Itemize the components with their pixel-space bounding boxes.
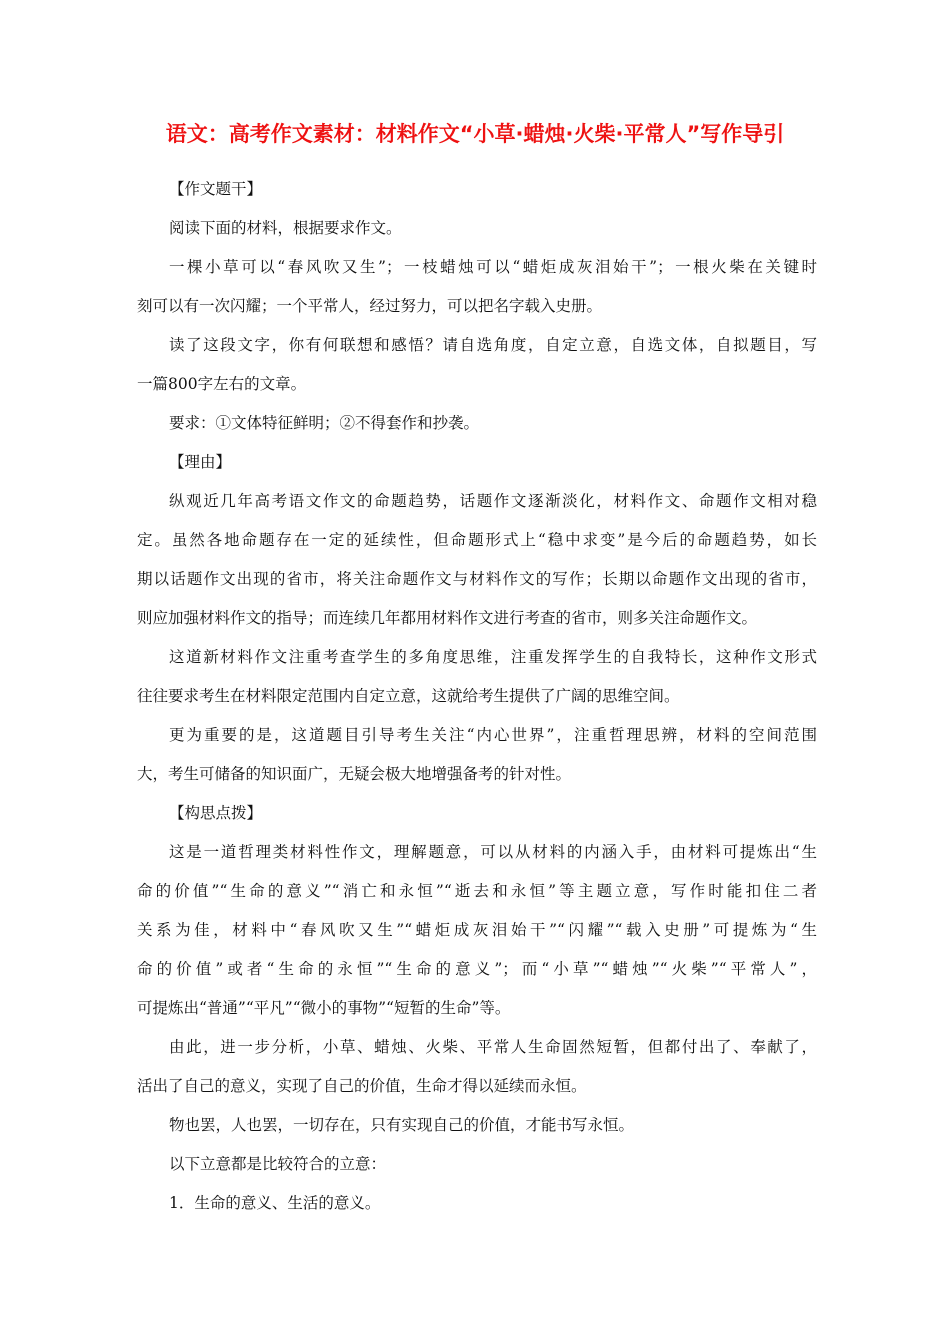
paragraph-line: 这是一道哲理类材料性作文，理解题意，可以从材料的内涵入手，由材料可提炼出“生 — [169, 843, 817, 861]
paragraph-line: 读了这段文字，你有何联想和感悟？请自选角度，自定立意，自选文体，自拟题目，写 — [169, 336, 817, 354]
paragraph-line: 纵观近几年高考语文作文的命题趋势，话题作文逐渐淡化，材料作文、命题作文相对稳 — [169, 492, 817, 510]
paragraph-line: 一棵小草可以“春风吹又生”；一枝蜡烛可以“蜡炬成灰泪始干”；一根火柴在关键时 — [169, 258, 817, 276]
section-heading-ideas: 【构思点拨】 — [169, 804, 263, 822]
paragraph-line: 更为重要的是，这道题目引导考生关注“内心世界”，注重哲理思辨，材料的空间范围 — [169, 726, 817, 744]
paragraph-line: 阅读下面的材料，根据要求作文。 — [169, 219, 402, 237]
paragraph-line: 刻可以有一次闪耀；一个平常人，经过努力，可以把名字载入史册。 — [137, 297, 603, 315]
paragraph-line: 要求：①文体特征鲜明；②不得套作和抄袭。 — [169, 414, 480, 432]
document-title: 语文：高考作文素材：材料作文“小草·蜡烛·火柴·平常人”写作导引 — [165, 122, 785, 146]
paragraph-line: 命的价值”“生命的意义”“消亡和永恒”“逝去和永恒”等主题立意，写作时能扣住二者 — [137, 882, 817, 900]
section-heading-reason: 【理由】 — [169, 453, 232, 471]
paragraph-line: 大，考生可储备的知识面广，无疑会极大地增强备考的针对性。 — [137, 765, 572, 783]
paragraph-line: 物也罢，人也罢，一切存在，只有实现自己的价值，才能书写永恒。 — [169, 1116, 635, 1134]
paragraph-line: 活出了自己的意义，实现了自己的价值，生命才得以延续而永恒。 — [137, 1077, 587, 1095]
paragraph-line: 这道新材料作文注重考查学生的多角度思维，注重发挥学生的自我特长，这种作文形式 — [169, 648, 817, 666]
paragraph-line: 关系为佳，材料中“春风吹又生”“蜡炬成灰泪始干”“闪耀”“载入史册”可提炼为“生 — [137, 921, 817, 939]
paragraph-line: 以下立意都是比较符合的立意： — [169, 1155, 387, 1173]
paragraph-line: 由此，进一步分析，小草、蜡烛、火柴、平常人生命固然短暂，但都付出了、奉献了， — [169, 1038, 817, 1056]
paragraph-line: 期以话题作文出现的省市，将关注命题作文与材料作文的写作；长期以命题作文出现的省市， — [137, 570, 817, 588]
paragraph-line: 定。虽然各地命题存在一定的延续性，但命题形式上“稳中求变”是今后的命题趋势，如长 — [137, 531, 817, 549]
paragraph-line: 则应加强材料作文的指导；而连续几年都用材料作文进行考查的省市，则多关注命题作文。 — [137, 609, 758, 627]
paragraph-line: 往往要求考生在材料限定范围内自定立意，这就给考生提供了广阔的思维空间。 — [137, 687, 680, 705]
document-body — [137, 170, 817, 1223]
list-item: 1．生命的意义、生活的意义。 — [169, 1194, 381, 1212]
paragraph-line: 可提炼出“普通”“平凡”“微小的事物”“短暂的生命”等。 — [137, 999, 511, 1017]
paragraph-line: 命的价值”或者“生命的永恒”“生命的意义”；而“小草”“蜡烛”“火柴”“平常人”， — [137, 960, 817, 978]
paragraph-line: 一篇800字左右的文章。 — [137, 375, 307, 393]
section-heading-prompt: 【作文题干】 — [169, 180, 263, 198]
